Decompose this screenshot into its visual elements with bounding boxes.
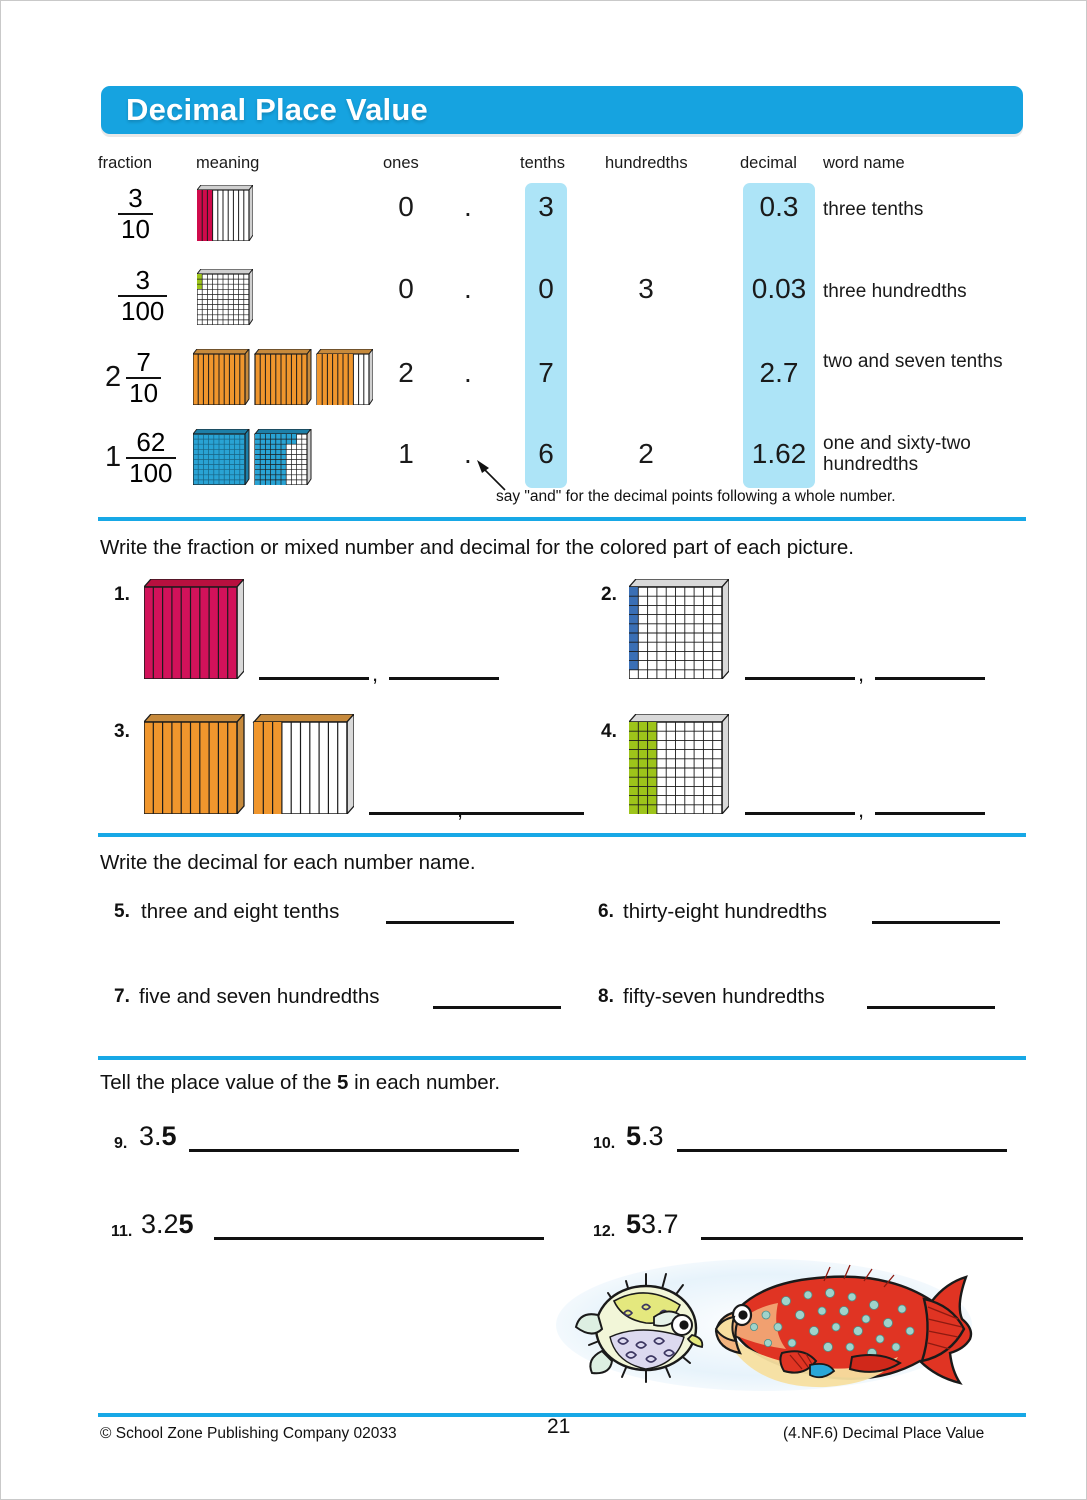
item-8-answer-line[interactable] (867, 1006, 995, 1009)
row-3-numerator: 7 (136, 347, 151, 377)
item-3-separator: , (457, 797, 464, 822)
row-1-decimal: 0.3 (759, 191, 799, 222)
column-header-fraction: fraction (98, 154, 153, 172)
item-3-model (144, 714, 354, 814)
item-5-number: 5. (114, 901, 130, 922)
item-12-digit: 5 (626, 1209, 642, 1239)
row-3-tenths: 7 (538, 357, 554, 388)
row-2-hundredths: 3 (638, 273, 654, 304)
footer-standard: (4.NF.6) Decimal Place Value (783, 1425, 985, 1442)
row-1-model (197, 185, 253, 241)
row-3-denominator: 10 (129, 378, 159, 409)
item-2-model (629, 579, 729, 679)
row-2-denominator: 100 (121, 296, 165, 327)
item-1-number: 1. (114, 584, 130, 605)
row-4-point: . (464, 438, 472, 469)
row-1-tenths: 3 (538, 191, 554, 222)
row-4-word-name: one and sixty-two hundredths (823, 433, 971, 476)
row-2-point: . (464, 273, 472, 304)
item-12-post: 3.7 (641, 1209, 679, 1239)
row-4-ones: 1 (398, 438, 414, 469)
item-4-separator: , (858, 797, 865, 822)
item-10-digit: 5 (626, 1121, 642, 1151)
item-4-answer-line-decimal[interactable] (875, 812, 985, 815)
row-4-numerator: 62 (136, 427, 166, 457)
item-1-answer-line-fraction[interactable] (259, 677, 369, 680)
table-row-4-fraction (105, 427, 176, 489)
row-3-point: . (464, 357, 472, 388)
column-header-word-name: word name (823, 154, 905, 172)
row-3-ones: 2 (398, 357, 414, 388)
row-1-point: . (464, 191, 472, 222)
item-2-answer-line-decimal[interactable] (875, 677, 985, 680)
section-2-prompt: Write the decimal for each number name. (100, 851, 476, 874)
item-1-model (144, 579, 244, 679)
row-2-numerator: 3 (135, 265, 150, 295)
section-1-prompt: Write the fraction or mixed number and decimal for the colored part of each picture. (100, 536, 854, 559)
item-4-answer-line-fraction[interactable] (745, 812, 855, 815)
table-row-3-fraction (105, 347, 161, 409)
item-7-answer-line[interactable] (433, 1006, 561, 1009)
item-3-number: 3. (114, 721, 130, 742)
item-10-number: 10. (593, 1135, 616, 1152)
item-10-answer-line[interactable] (677, 1149, 1007, 1152)
item-6-text: thirty-eight hundredths (623, 900, 827, 923)
row-2-word-name: three hundredths (823, 281, 967, 302)
row-4-tenths: 6 (538, 438, 554, 469)
column-header-hundredths: hundredths (605, 154, 688, 172)
table-row-2-fraction (113, 265, 167, 327)
item-9-digit: 5 (161, 1121, 177, 1151)
item-12-answer-line[interactable] (701, 1237, 1023, 1240)
item-5-answer-line[interactable] (386, 921, 514, 924)
title-banner (101, 86, 1023, 134)
item-3-answer-line-decimal[interactable] (474, 812, 584, 815)
item-9-answer-line[interactable] (189, 1149, 519, 1152)
row-2-tenths: 0 (538, 273, 554, 304)
row-1-numerator: 3 (128, 183, 143, 213)
item-1-separator: , (372, 661, 379, 686)
item-12-number: 12. (593, 1223, 616, 1240)
row-4-model (193, 429, 313, 485)
item-2-number: 2. (601, 584, 617, 605)
column-header-tenths: tenths (520, 154, 565, 172)
section-3-prompt-digit: 5 (337, 1071, 349, 1094)
item-1-answer-line-decimal[interactable] (389, 677, 499, 680)
section-divider-1 (98, 517, 1026, 521)
item-7-text: five and seven hundredths (139, 985, 380, 1008)
item-11-number: 11. (111, 1223, 133, 1240)
row-3-decimal: 2.7 (759, 357, 799, 388)
column-header-decimal: decimal (740, 154, 797, 172)
item-11-pre: 3.2 (141, 1209, 179, 1239)
row-4-hundredths: 2 (638, 438, 654, 469)
item-7-number: 7. (114, 986, 130, 1007)
item-9-number: 9. (114, 1135, 128, 1152)
column-header-ones: ones (383, 154, 419, 172)
item-9-value (139, 1121, 177, 1152)
section-divider-2 (98, 833, 1026, 837)
row-1-ones: 0 (398, 191, 414, 222)
row-4-denominator: 100 (129, 458, 173, 489)
decimal-point-note: say "and" for the decimal points following a whole number. (496, 488, 896, 505)
item-6-number: 6. (598, 901, 614, 922)
page-number: 21 (547, 1415, 571, 1438)
item-5-text: three and eight tenths (141, 900, 340, 923)
item-6-answer-line[interactable] (872, 921, 1000, 924)
row-1-denominator: 10 (121, 214, 150, 245)
row-3-whole: 2 (105, 361, 122, 394)
item-8-text: fifty-seven hundredths (623, 985, 825, 1008)
row-2-ones: 0 (398, 273, 414, 304)
item-2-separator: , (858, 661, 865, 686)
item-9-pre: 3. (139, 1121, 162, 1151)
item-10-value (626, 1121, 664, 1152)
page-title: Decimal Place Value (126, 92, 428, 127)
row-1-word-name: three tenths (823, 199, 924, 220)
item-10-post: .3 (641, 1121, 664, 1151)
item-8-number: 8. (598, 986, 614, 1007)
table-row-1-fraction (113, 183, 153, 245)
row-4-decimal: 1.62 (751, 438, 807, 469)
item-11-digit: 5 (178, 1209, 194, 1239)
item-12-value (626, 1209, 679, 1240)
row-3-word-name: two and seven tenths (823, 351, 1003, 372)
column-header-meaning: meaning (196, 154, 260, 172)
row-2-decimal: 0.03 (751, 273, 807, 304)
fish-illustration (554, 1253, 974, 1393)
item-11-value (141, 1209, 194, 1240)
item-2-answer-line-fraction[interactable] (745, 677, 855, 680)
row-4-whole: 1 (105, 441, 122, 474)
footer-copyright: © School Zone Publishing Company 02033 (100, 1425, 397, 1442)
item-11-answer-line[interactable] (214, 1237, 544, 1240)
row-2-model (197, 269, 253, 325)
section-divider-3 (98, 1056, 1026, 1060)
section-3-prompt-before: Tell the place value of the (100, 1071, 338, 1094)
item-4-model (629, 714, 729, 814)
row-3-model (193, 349, 373, 405)
section-3-prompt (100, 1071, 500, 1095)
item-4-number: 4. (601, 721, 617, 742)
section-3-prompt-after: in each number. (348, 1071, 501, 1094)
